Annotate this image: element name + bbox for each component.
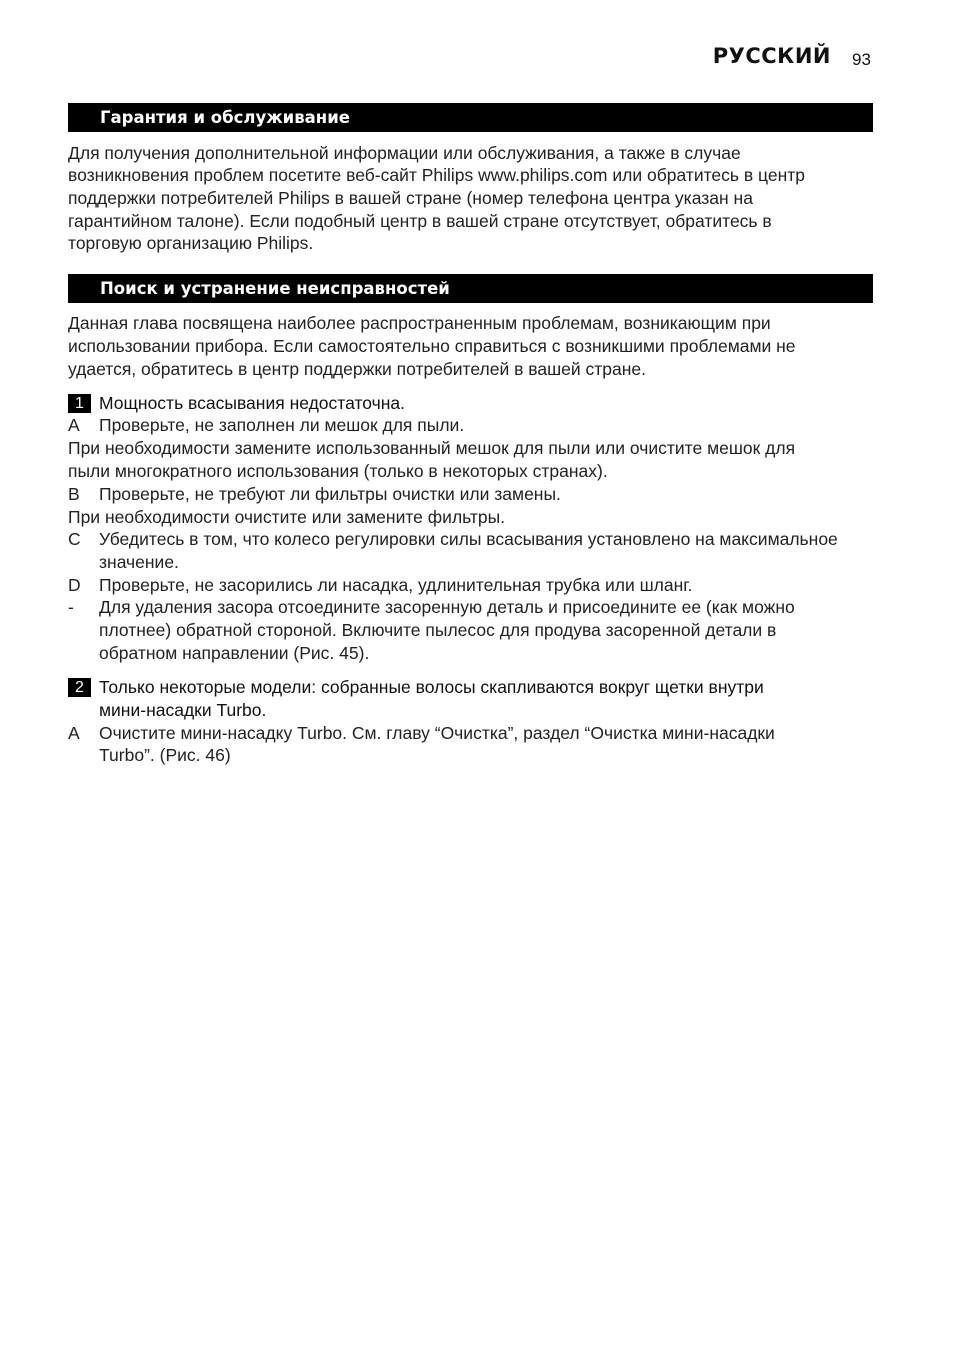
problem-title: мини-насадки Turbo. bbox=[99, 700, 267, 720]
item-text: При необходимости очистите или замените фильтры. bbox=[68, 507, 506, 527]
paragraph-line: удается, обратитесь в центр поддержки потребителей в вашей стране. bbox=[68, 359, 646, 379]
item-text: Проверьте, не засорились ли насадка, удлинительная трубка или шланг. bbox=[99, 575, 693, 595]
item-marker: A bbox=[68, 723, 80, 743]
problem-number-badge: 2 bbox=[68, 678, 91, 697]
paragraph-line: Для получения дополнительной информации или обслуживания, а также в случае bbox=[68, 143, 741, 163]
item-text: Turbo”. (Рис. 46) bbox=[99, 745, 231, 765]
item-text: Проверьте, не требуют ли фильтры очистки или замены. bbox=[99, 484, 561, 504]
item-text: значение. bbox=[99, 552, 179, 572]
paragraph-line: гарантийном талоне). Если подобный центр в вашей стране отсутствует, обратитесь в bbox=[68, 211, 772, 231]
paragraph-line: торговую организацию Philips. bbox=[68, 233, 314, 253]
language-heading: РУССКИЙ bbox=[712, 44, 831, 68]
item-marker: A bbox=[68, 415, 80, 435]
paragraph-line: использовании прибора. Если самостоятельно справиться с возникшими проблемами не bbox=[68, 336, 796, 356]
item-text: обратном направлении (Рис. 45). bbox=[99, 643, 370, 663]
paragraph-line: Данная глава посвящена наиболее распространенным проблемам, возникающим при bbox=[68, 313, 771, 333]
problem-title: Мощность всасывания недостаточна. bbox=[99, 393, 405, 413]
section-title-warranty: Гарантия и обслуживание bbox=[68, 103, 873, 132]
item-marker: B bbox=[68, 484, 80, 504]
paragraph-line: возникновения проблем посетите веб-сайт Philips www.philips.com или обратитесь в центр bbox=[68, 165, 805, 185]
page-number: 93 bbox=[852, 50, 871, 69]
paragraph-line: поддержки потребителей Philips в вашей стране (номер телефона центра указан на bbox=[68, 188, 753, 208]
item-text: При необходимости замените использованный мешок для пыли или очистите мешок для bbox=[68, 438, 796, 458]
item-marker: C bbox=[68, 529, 81, 549]
item-text: Очистите мини-насадку Turbo. См. главу “Очистка”, раздел “Очистка мини-насадки bbox=[99, 723, 775, 743]
item-marker: D bbox=[68, 575, 81, 595]
problem-title: Только некоторые модели: собранные волосы скапливаются вокруг щетки внутри bbox=[99, 677, 764, 697]
item-text: Проверьте, не заполнен ли мешок для пыли. bbox=[99, 415, 465, 435]
problem-number-badge: 1 bbox=[68, 394, 91, 413]
item-text: пыли многократного использования (только в некоторых странах). bbox=[68, 461, 608, 481]
item-marker: - bbox=[68, 597, 74, 617]
item-text: Для удаления засора отсоедините засоренную деталь и присоедините ее (как можно bbox=[99, 597, 795, 617]
item-text: Убедитесь в том, что колесо регулировки силы всасывания установлено на максимальное bbox=[99, 529, 838, 549]
item-text: плотнее) обратной стороной. Включите пылесос для продува засоренной детали в bbox=[99, 620, 777, 640]
section-title-troubleshooting: Поиск и устранение неисправностей bbox=[68, 274, 873, 303]
